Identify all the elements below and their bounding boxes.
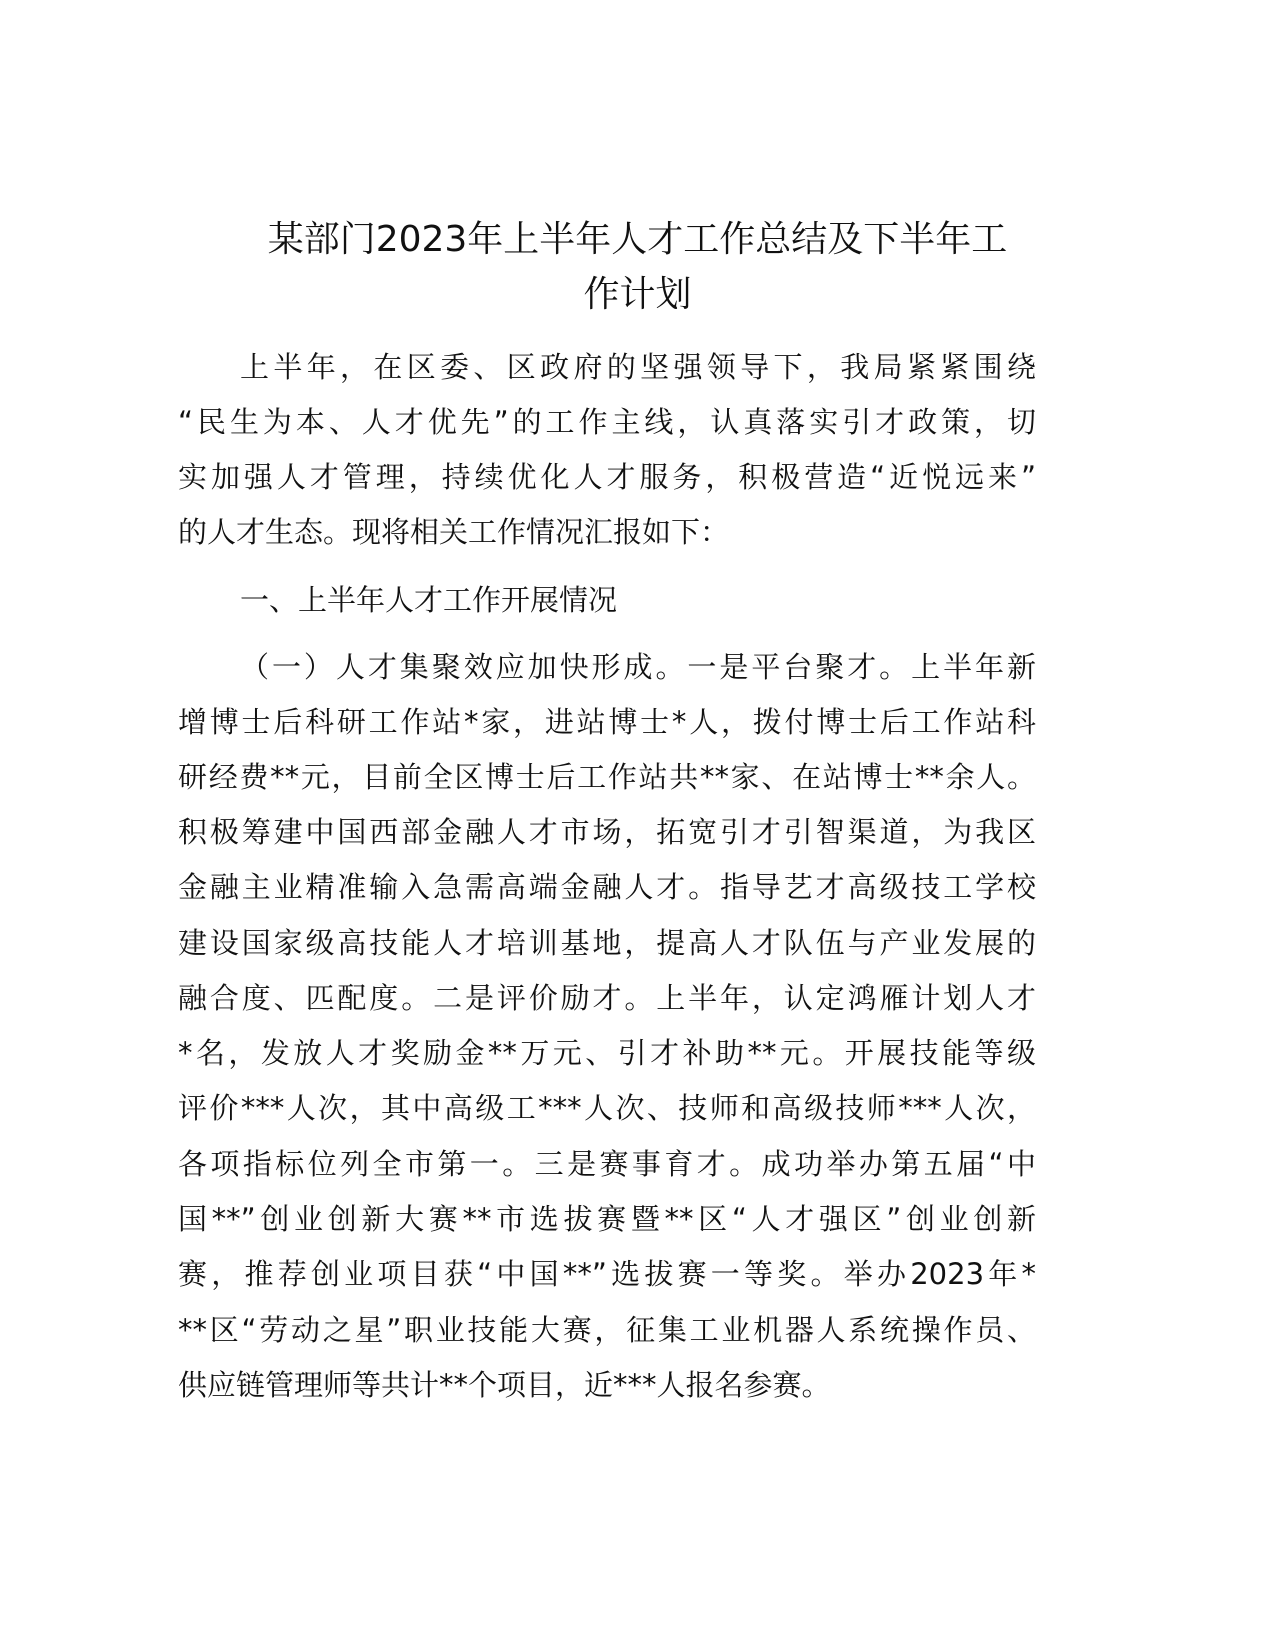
text-line: 国**”创业创新大赛**市选拔赛暨**区“人才强区”创业创新 (178, 1202, 1036, 1236)
text-line: 积极筹建中国西部金融人才市场，拓宽引才引智渠道，为我区 (178, 815, 1036, 849)
text-line: 建设国家级高技能人才培训基地，提高人才队伍与产业发展的 (178, 926, 1036, 960)
text-line: 研经费**元，目前全区博士后工作站共**家、在站博士**余人。 (178, 760, 1036, 794)
text-line: 供应链管理师等共计**个项目，近***人报名参赛。 (178, 1368, 831, 1402)
text-line: 融合度、匹配度。二是评价励才。上半年，认定鸿雁计划人才 (178, 981, 1036, 1015)
text-line: 的人才生态。现将相关工作情况汇报如下： (178, 515, 730, 549)
text-line: “民生为本、人才优先”的工作主线，认真落实引才政策，切 (178, 405, 1036, 439)
text-line: 各项指标位列全市第一。三是赛事育才。成功举办第五届“中 (178, 1147, 1036, 1181)
text-line: 增博士后科研工作站*家，进站博士*人，拨付博士后工作站科 (178, 705, 1036, 739)
text-line: 实加强人才管理，持续优化人才服务，积极营造“近悦远来” (178, 460, 1036, 494)
document-title-line-1: 某部门2023年上半年人才工作总结及下半年工 (267, 219, 1008, 260)
text-line: （一）人才集聚效应加快形成。一是平台聚才。上半年新 (240, 650, 1036, 684)
text-line: 上半年，在区委、区政府的坚强领导下，我局紧紧围绕 (240, 350, 1036, 384)
text-line: 评价***人次，其中高级工***人次、技师和高级技师***人次， (178, 1091, 1036, 1125)
text-line: *名，发放人才奖励金**万元、引才补助**元。开展技能等级 (178, 1036, 1036, 1070)
text-line: 金融主业精准输入急需高端金融人才。指导艺才高级技工学校 (178, 870, 1036, 904)
section-heading: 一、上半年人才工作开展情况 (240, 583, 618, 617)
text-line: 赛，推荐创业项目获“中国**”选拔赛一等奖。举办2023年* (178, 1257, 1036, 1291)
text-line: **区“劳动之星”职业技能大赛，征集工业机器人系统操作员、 (178, 1313, 1036, 1347)
document-title-line-2: 作计划 (583, 274, 692, 315)
